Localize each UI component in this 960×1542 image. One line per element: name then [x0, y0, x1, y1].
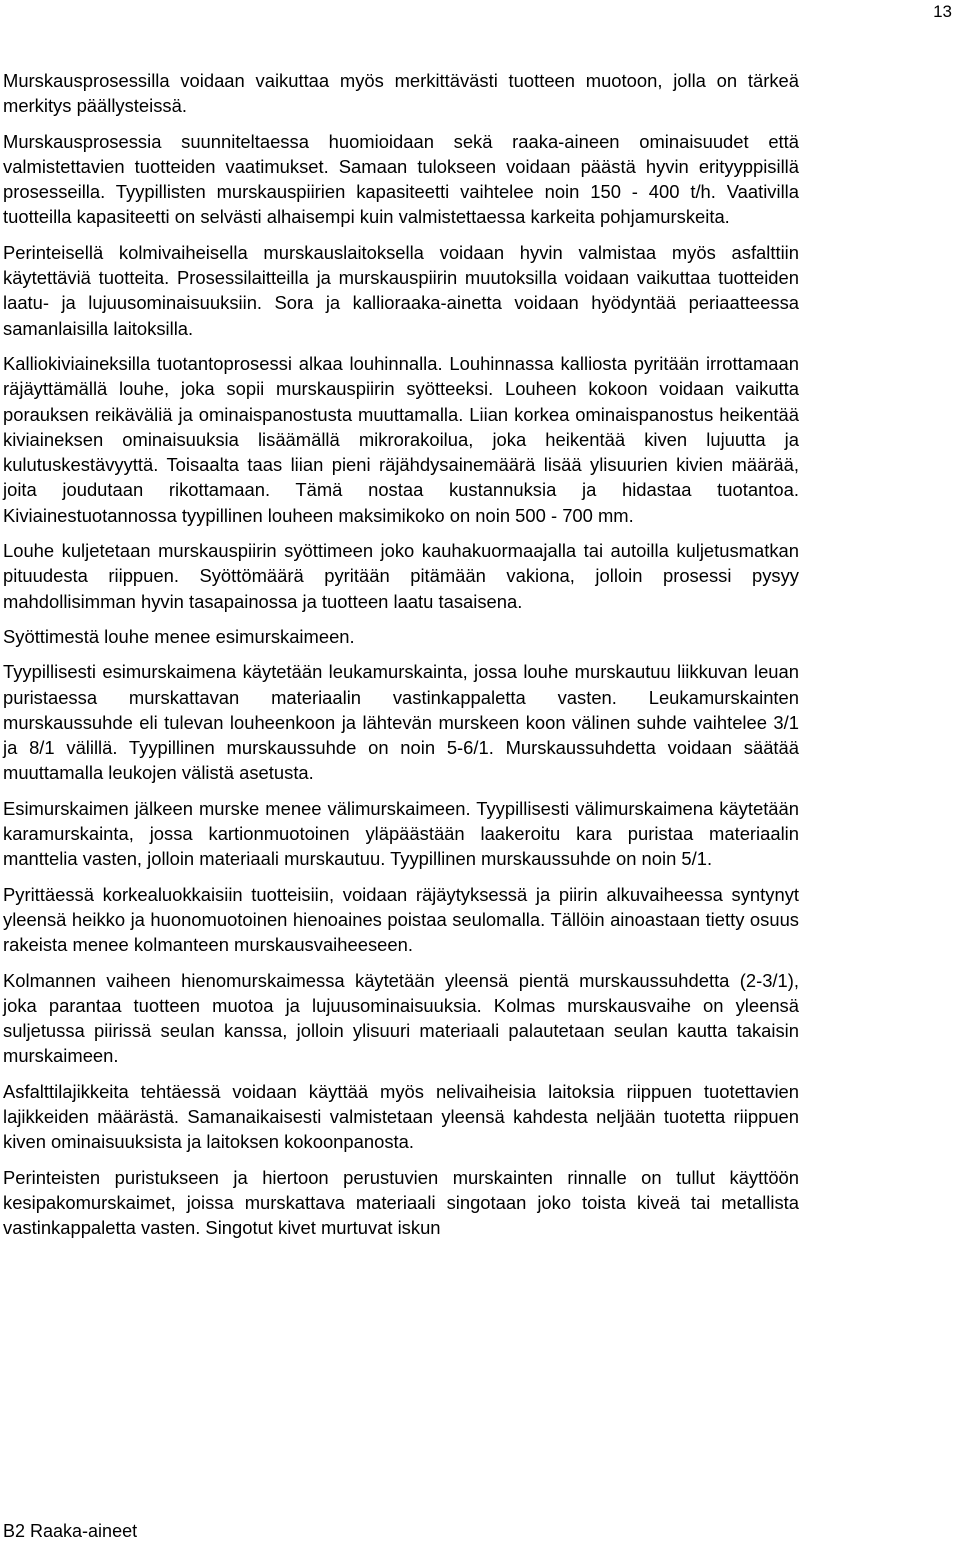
paragraph: Murskausprosessilla voidaan vaikuttaa myös merkittävästi tuotteen muotoon, jolla on tärkeä merkitys päällysteissä. — [3, 70, 799, 117]
document-body — [3, 68, 799, 1250]
paragraph: Asfalttilajikkeita tehtäessä voidaan käyttää myös nelivaiheisia laitoksia riippuen tuotettavien lajikkeiden määrästä. Samanaikaisesti valmistetaan yleensä kahdesta neljään tuotetta riippuen kiven ominaisuuksista ja laitoksen kokoonpanosta. — [3, 1080, 799, 1153]
paragraph: Pyrittäessä korkealuokkaisiin tuotteisiin, voidaan räjäytyksessä ja piirin alkuvaiheessa syntynyt yleensä heikko ja huonomuotoinen hienoaines poistaa seulomalla. Tällöin ainoastaan tietty osuus rakeista menee kolmanteen murskausvaiheeseen. — [3, 883, 799, 956]
paragraph: Esimurskaimen jälkeen murske menee välimurskaimeen. Tyypillisesti välimurskaimena käytetään karamurskainta, jossa kartionmuotoinen yläpäästään laakeroitu kara puristaa materiaalin manttelia vasten, jolloin materiaali murskautuu. Tyypillinen murskaussuhde on noin 5/1. — [3, 797, 799, 870]
page-number: 13 — [933, 2, 952, 21]
paragraph: Louhe kuljetetaan murskauspiirin syöttimeen joko kauhakuormaajalla tai autoilla kuljetusmatkan pituudesta riippuen. Syöttömäärä pyritään pitämään vakiona, jolloin prosessi pysyy mahdollisimman hyvin tasapainossa ja tuotteen laatu tasaisena. — [3, 540, 799, 612]
paragraph: Perinteisten puristukseen ja hiertoon perustuvien murskainten rinnalle on tullut käyttöön kesipakomurskaimet, joissa murskattava materiaali singotaan joko toista kiveä tai metallista vastinkappaletta vasten. Singotut kivet murtuvat iskun — [3, 1166, 799, 1239]
paragraph: Murskausprosessia suunniteltaessa huomioidaan sekä raaka-aineen ominaisuudet että valmistettavien tuotteiden vaatimukset. Samaan tulokseen voidaan päästä hyvin erityyppisillä prosesseilla. Tyypillisten murskauspiirien kapasiteetti vaihtelee noin 150 - 400 t/h. Vaativilla tuotteilla kapasiteetti on selvästi alhaisempi kuin valmistettaessa karkeita pohjamurskeita. — [3, 130, 799, 228]
paragraph: Tyypillisesti esimurskaimena käytetään leukamurskainta, jossa louhe murskautuu liikkuvan leuan puristaessa murskattavan materiaalin vastinkappaletta vasten. Leukamurskainten murskaussuhde eli tulevan louheenkoon ja lähtevän murskeen koon välinen suhde vaihtelee 3/1 ja 8/1 välillä. Tyypillinen murskaussuhde on noin 5-6/1. Murskaussuhdetta voidaan säätää muuttamalla leukojen välistä asetusta. — [3, 661, 799, 784]
paragraph: Perinteisellä kolmivaiheisella murskauslaitoksella voidaan hyvin valmistaa myös asfalttiin käytettäviä tuotteita. Prosessilaitteilla ja murskauspiirin muutoksilla voidaan vaikuttaa tuotteiden laatu- ja lujuusominaisuuksiin. Sora ja kallioraaka-ainetta voidaan hyödyntää periaatteessa samanlaisilla laitoksilla. — [3, 241, 799, 339]
paragraph: Kolmannen vaiheen hienomurskaimessa käytetään yleensä pientä murskaussuhdetta (2-3/1), joka parantaa tuotteen muotoa ja lujuusominaisuuksia. Kolmas murskausvaihe on yleensä suljetussa piirissä seulan kanssa, jolloin ylisuuri materiaali palautetaan seulan kautta takaisin murskaimeen. — [3, 969, 799, 1067]
paragraph: Kalliokiviaineksilla tuotantoprosessi alkaa louhinnalla. Louhinnassa kalliosta pyritään irrottamaan räjäyttämällä louhe, joka sopii murskauspiirin syötteeksi. Louheen kokoon voidaan vaikutta porauksen reikäväliä ja ominaispanostusta muuttamalla. Liian korkea ominaispanostus heikentää kiviaineksen ominaisuuksia lisäämällä mikrorakoilua, joka heikentää kiven lujuutta ja kulutuskestävyyttä. Toisaalta taas liian pieni räjähdysainemäärä lisää ylisuurien kivien määrää, joita joudutaan rikottamaan. Tämä nostaa kustannuksia ja hidastaa tuotantoa. Kiviainestuotannossa tyypillinen louheen maksimikoko on noin 500 - 700 mm. — [3, 352, 799, 526]
page-footer: B2 Raaka-aineet — [3, 1521, 138, 1541]
paragraph: Syöttimestä louhe menee esimurskaimeen. — [3, 625, 355, 647]
